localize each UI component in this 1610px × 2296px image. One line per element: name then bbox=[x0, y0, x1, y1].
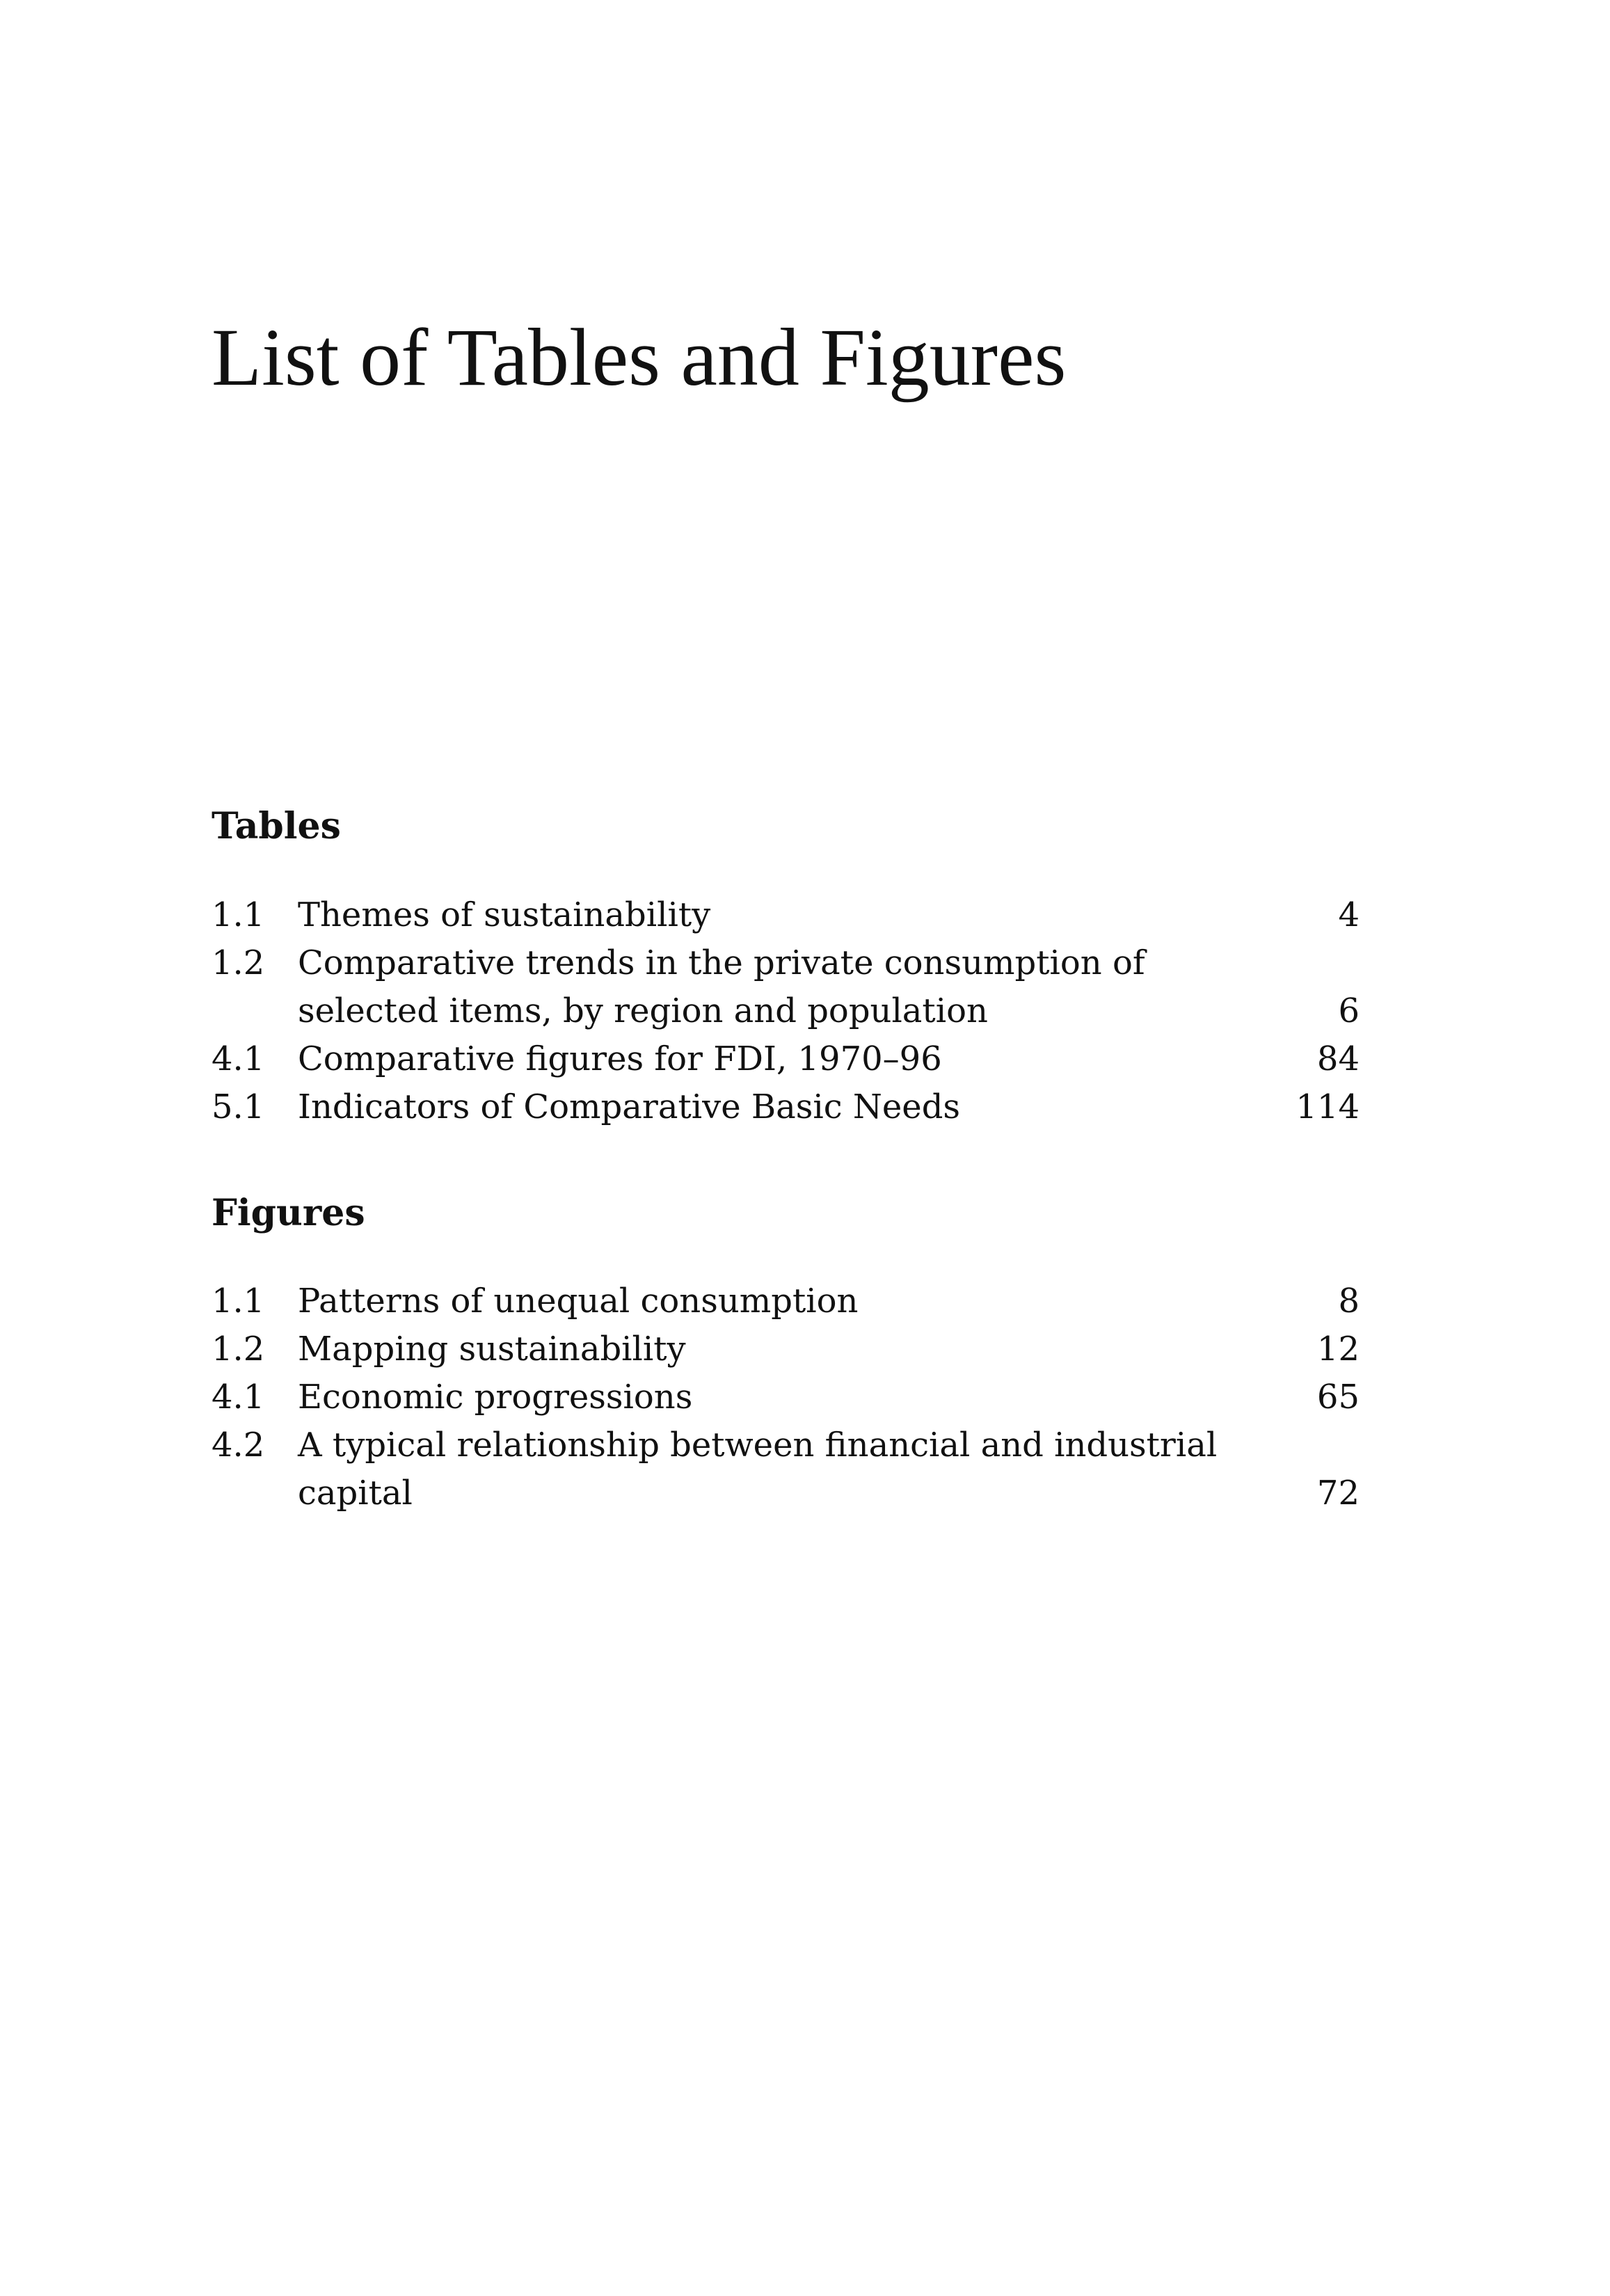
figures-list bbox=[212, 1277, 1360, 1517]
entry-title: Comparative trends in the private consumption of selected items, by region and population bbox=[298, 943, 1145, 1030]
entry-page: 12 bbox=[1316, 1330, 1360, 1369]
figure-entry-1-1 bbox=[212, 1277, 1360, 1325]
entry-page: 72 bbox=[1316, 1474, 1360, 1513]
entry-number: 4.1 bbox=[212, 1039, 265, 1078]
entry-page: 114 bbox=[1296, 1087, 1360, 1126]
entry-title: Patterns of unequal consumption bbox=[298, 1282, 859, 1321]
entry-page: 8 bbox=[1338, 1282, 1360, 1321]
table-entry-5-1 bbox=[212, 1083, 1360, 1131]
entry-title: A typical relationship between financial and industrial capital bbox=[298, 1426, 1218, 1513]
entry-title: Indicators of Comparative Basic Needs bbox=[298, 1087, 961, 1126]
entry-page: 65 bbox=[1316, 1378, 1360, 1417]
entry-title: Economic progressions bbox=[298, 1378, 693, 1417]
tables-list bbox=[212, 891, 1360, 1131]
entry-page: 6 bbox=[1338, 991, 1360, 1030]
page-title: List of Tables and Figures bbox=[212, 312, 1067, 403]
figure-entry-4-1 bbox=[212, 1373, 1360, 1421]
entry-number: 1.2 bbox=[212, 943, 265, 982]
tables-heading: Tables bbox=[212, 805, 341, 847]
figures-heading: Figures bbox=[212, 1192, 365, 1234]
figure-entry-4-2 bbox=[212, 1421, 1360, 1517]
entry-number: 1.2 bbox=[212, 1330, 265, 1369]
table-entry-4-1 bbox=[212, 1035, 1360, 1083]
entry-title: Themes of sustainability bbox=[298, 895, 711, 934]
table-entry-1-2 bbox=[212, 939, 1360, 1035]
entry-number: 1.1 bbox=[212, 1282, 265, 1321]
entry-title: Comparative figures for FDI, 1970–96 bbox=[298, 1039, 942, 1078]
entry-number: 1.1 bbox=[212, 895, 265, 934]
figure-entry-1-2 bbox=[212, 1325, 1360, 1373]
entry-page: 84 bbox=[1316, 1039, 1360, 1078]
entry-number: 4.2 bbox=[212, 1426, 265, 1465]
table-entry-1-1 bbox=[212, 891, 1360, 939]
entry-number: 4.1 bbox=[212, 1378, 265, 1417]
entry-page: 4 bbox=[1338, 895, 1360, 934]
entry-number: 5.1 bbox=[212, 1087, 265, 1126]
entry-title: Mapping sustainability bbox=[298, 1330, 686, 1369]
